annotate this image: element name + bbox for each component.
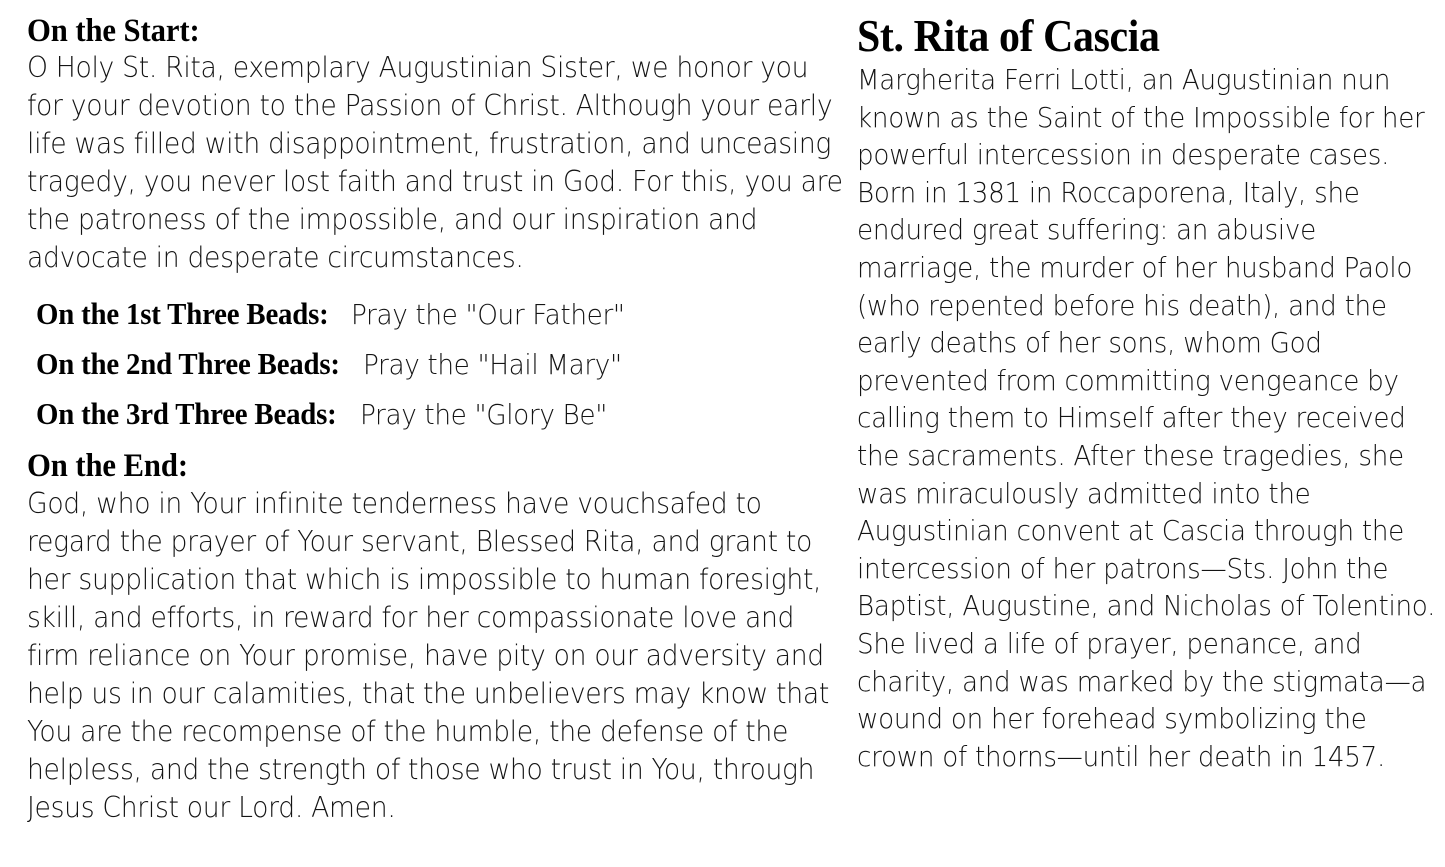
bead-2-label: On the 2nd Three Beads: (36, 346, 340, 382)
bead-1-label: On the 1st Three Beads: (36, 296, 329, 332)
bead-1-value: Pray the "Our Father" (351, 298, 625, 332)
bead-3-label: On the 3rd Three Beads: (36, 396, 337, 432)
bead-instruction-list (27, 289, 847, 439)
spacer-after-start-prayer (27, 277, 847, 289)
saint-title: St. Rita of Cascia (857, 11, 1160, 61)
bead-line-3 (27, 389, 847, 439)
on-the-start-heading: On the Start: (27, 13, 200, 49)
end-prayer-text: God, who in Your infinite tenderness have vouchsafed to regard the prayer of Your servant, Blessed Rita, and grant to her supplication that which is impossible to human foresight, skill, and efforts, in reward for her compassionate love and firm reliance on Your promise, have pity on our adversity and help us in our calamities, that the unbelievers may know that You are the recompense of the humble, the defense of the helpless, and the strength of those who trust in You, through Jesus Christ our Lord. Amen. (27, 486, 829, 824)
start-prayer-text: O Holy St. Rita, exemplary Augustinian Sister, we honor you for your devotion to the Passion of Christ. Although your early life was filled with disappointment, frustration, and unceasing tragedy, you never lost faith and trust in God. For this, you are the patroness of the impossible, and our inspiration and advocate in desperate circumstances. (27, 51, 843, 275)
on-the-end-heading: On the End: (27, 448, 189, 485)
right-column-biography (857, 11, 1436, 775)
bead-3-value: Pray the "Glory Be" (359, 398, 607, 432)
bead-line-1 (27, 289, 847, 339)
saint-biography-text: Margherita Ferri Lotti, an Augustinian nun known as the Saint of the Impossible for her powerful intercession in desperate cases. Born in 1381 in Roccaporena, Italy, she endured great suffering: an abusive marriage, the murder of her husband Paolo (who repented before his death), and the early deaths of her sons, whom God prevented from committing vengeance by calling them to Himself after they received the sacraments. After these tragedies, she was miraculously admitted into the Augustinian convent at Cascia through the intercession of her patrons—Sts. John the Baptist, Augustine, and Nicholas of Tolentino. She lived a life of prayer, penance, and charity, and was marked by the stigmata—a wound on her forehead symbolizing the crown of thorns—until her death in 1457. (857, 63, 1436, 773)
left-column-prayer (27, 14, 857, 827)
bead-2-value: Pray the "Hail Mary" (363, 348, 622, 382)
bead-line-2 (27, 339, 847, 389)
